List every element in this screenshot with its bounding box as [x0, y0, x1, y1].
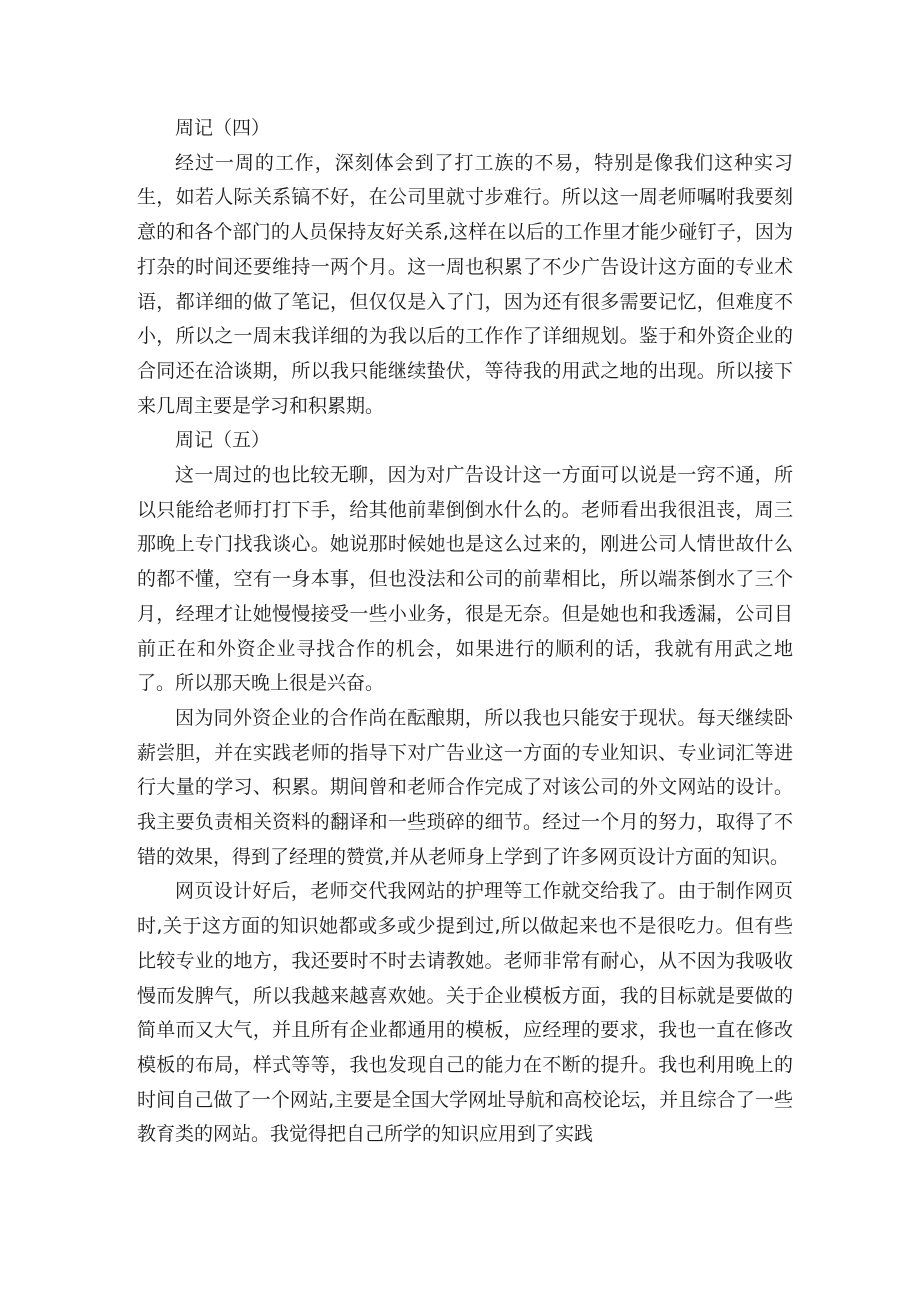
paragraph: 网页设计好后，老师交代我网站的护理等工作就交给我了。由于制作网页时,关于这方面的知识她都或多或少提到过,所以做起来也不是很吃力。但有些比较专业的地方，我还要时不时去请教她。老师非常有耐心，从不因为我吸收慢而发脾气，所以我越来越喜欢她。关于企业模板方面，我的目标就是要做的简单而又大气，并且所有企业都通用的模板，应经理的要求，我也一直在修改模板的布局，样式等等，我也发现自己的能力在不断的提升。我也利用晚上的时间自己做了一个网站,主要是全国大学网址导航和高校论坛，并且综合了一些教育类的网站。我觉得把自己所学的知识应用到了实践 [137, 880, 793, 1146]
document-body [137, 111, 793, 1152]
section-heading-week-4: 周记（四） [175, 117, 271, 139]
section-heading-week-5: 周记（五） [175, 429, 271, 452]
paragraph: 这一周过的也比较无聊，因为对广告设计这一方面可以说是一窍不通，所以只能给老师打打下手，给其他前辈倒倒水什么的。老师看出我很沮丧，周三那晚上专门找我谈心。她说那时候她也是这么过来的，刚进公司人情世故什么的都不懂，空有一身本事，但也没法和公司的前辈相比，所以端茶倒水了三个月，经理才让她慢慢接受一些小业务，很是无奈。但是她也和我透漏，公司目前正在和外资企业寻找合作的机会，如果进行的顺利的话，我就有用武之地了。所以那天晚上很是兴奋。 [137, 464, 793, 695]
paragraph: 经过一周的工作，深刻体会到了打工族的不易，特别是像我们这种实习生，如若人际关系镐不好，在公司里就寸步难行。所以这一周老师嘱咐我要刻意的和各个部门的人员保持友好关系,这样在以后的工作里才能少碰钉子，因为打杂的时间还要维持一两个月。这一周也积累了不少广告设计这方面的专业术语，都详细的做了笔记，但仅仅是入了门，因为还有很多需要记忆，但难度不小，所以之一周末我详细的为我以后的工作作了详细规划。鉴于和外资企业的合同还在洽谈期，所以我只能继续蛰伏，等待我的用武之地的出现。所以接下来几周主要是学习和积累期。 [137, 151, 793, 417]
paragraph: 因为同外资企业的合作尚在酝酿期，所以我也只能安于现状。每天继续卧薪尝胆，并在实践老师的指导下对广告业这一方面的专业知识、专业词汇等进行大量的学习、积累。期间曾和老师合作完成了对该公司的外文网站的设计。我主要负责相关资料的翻译和一些琐碎的细节。经过一个月的努力，取得了不错的效果，得到了经理的赞赏,并从老师身上学到了许多网页设计方面的知识。 [137, 706, 793, 868]
